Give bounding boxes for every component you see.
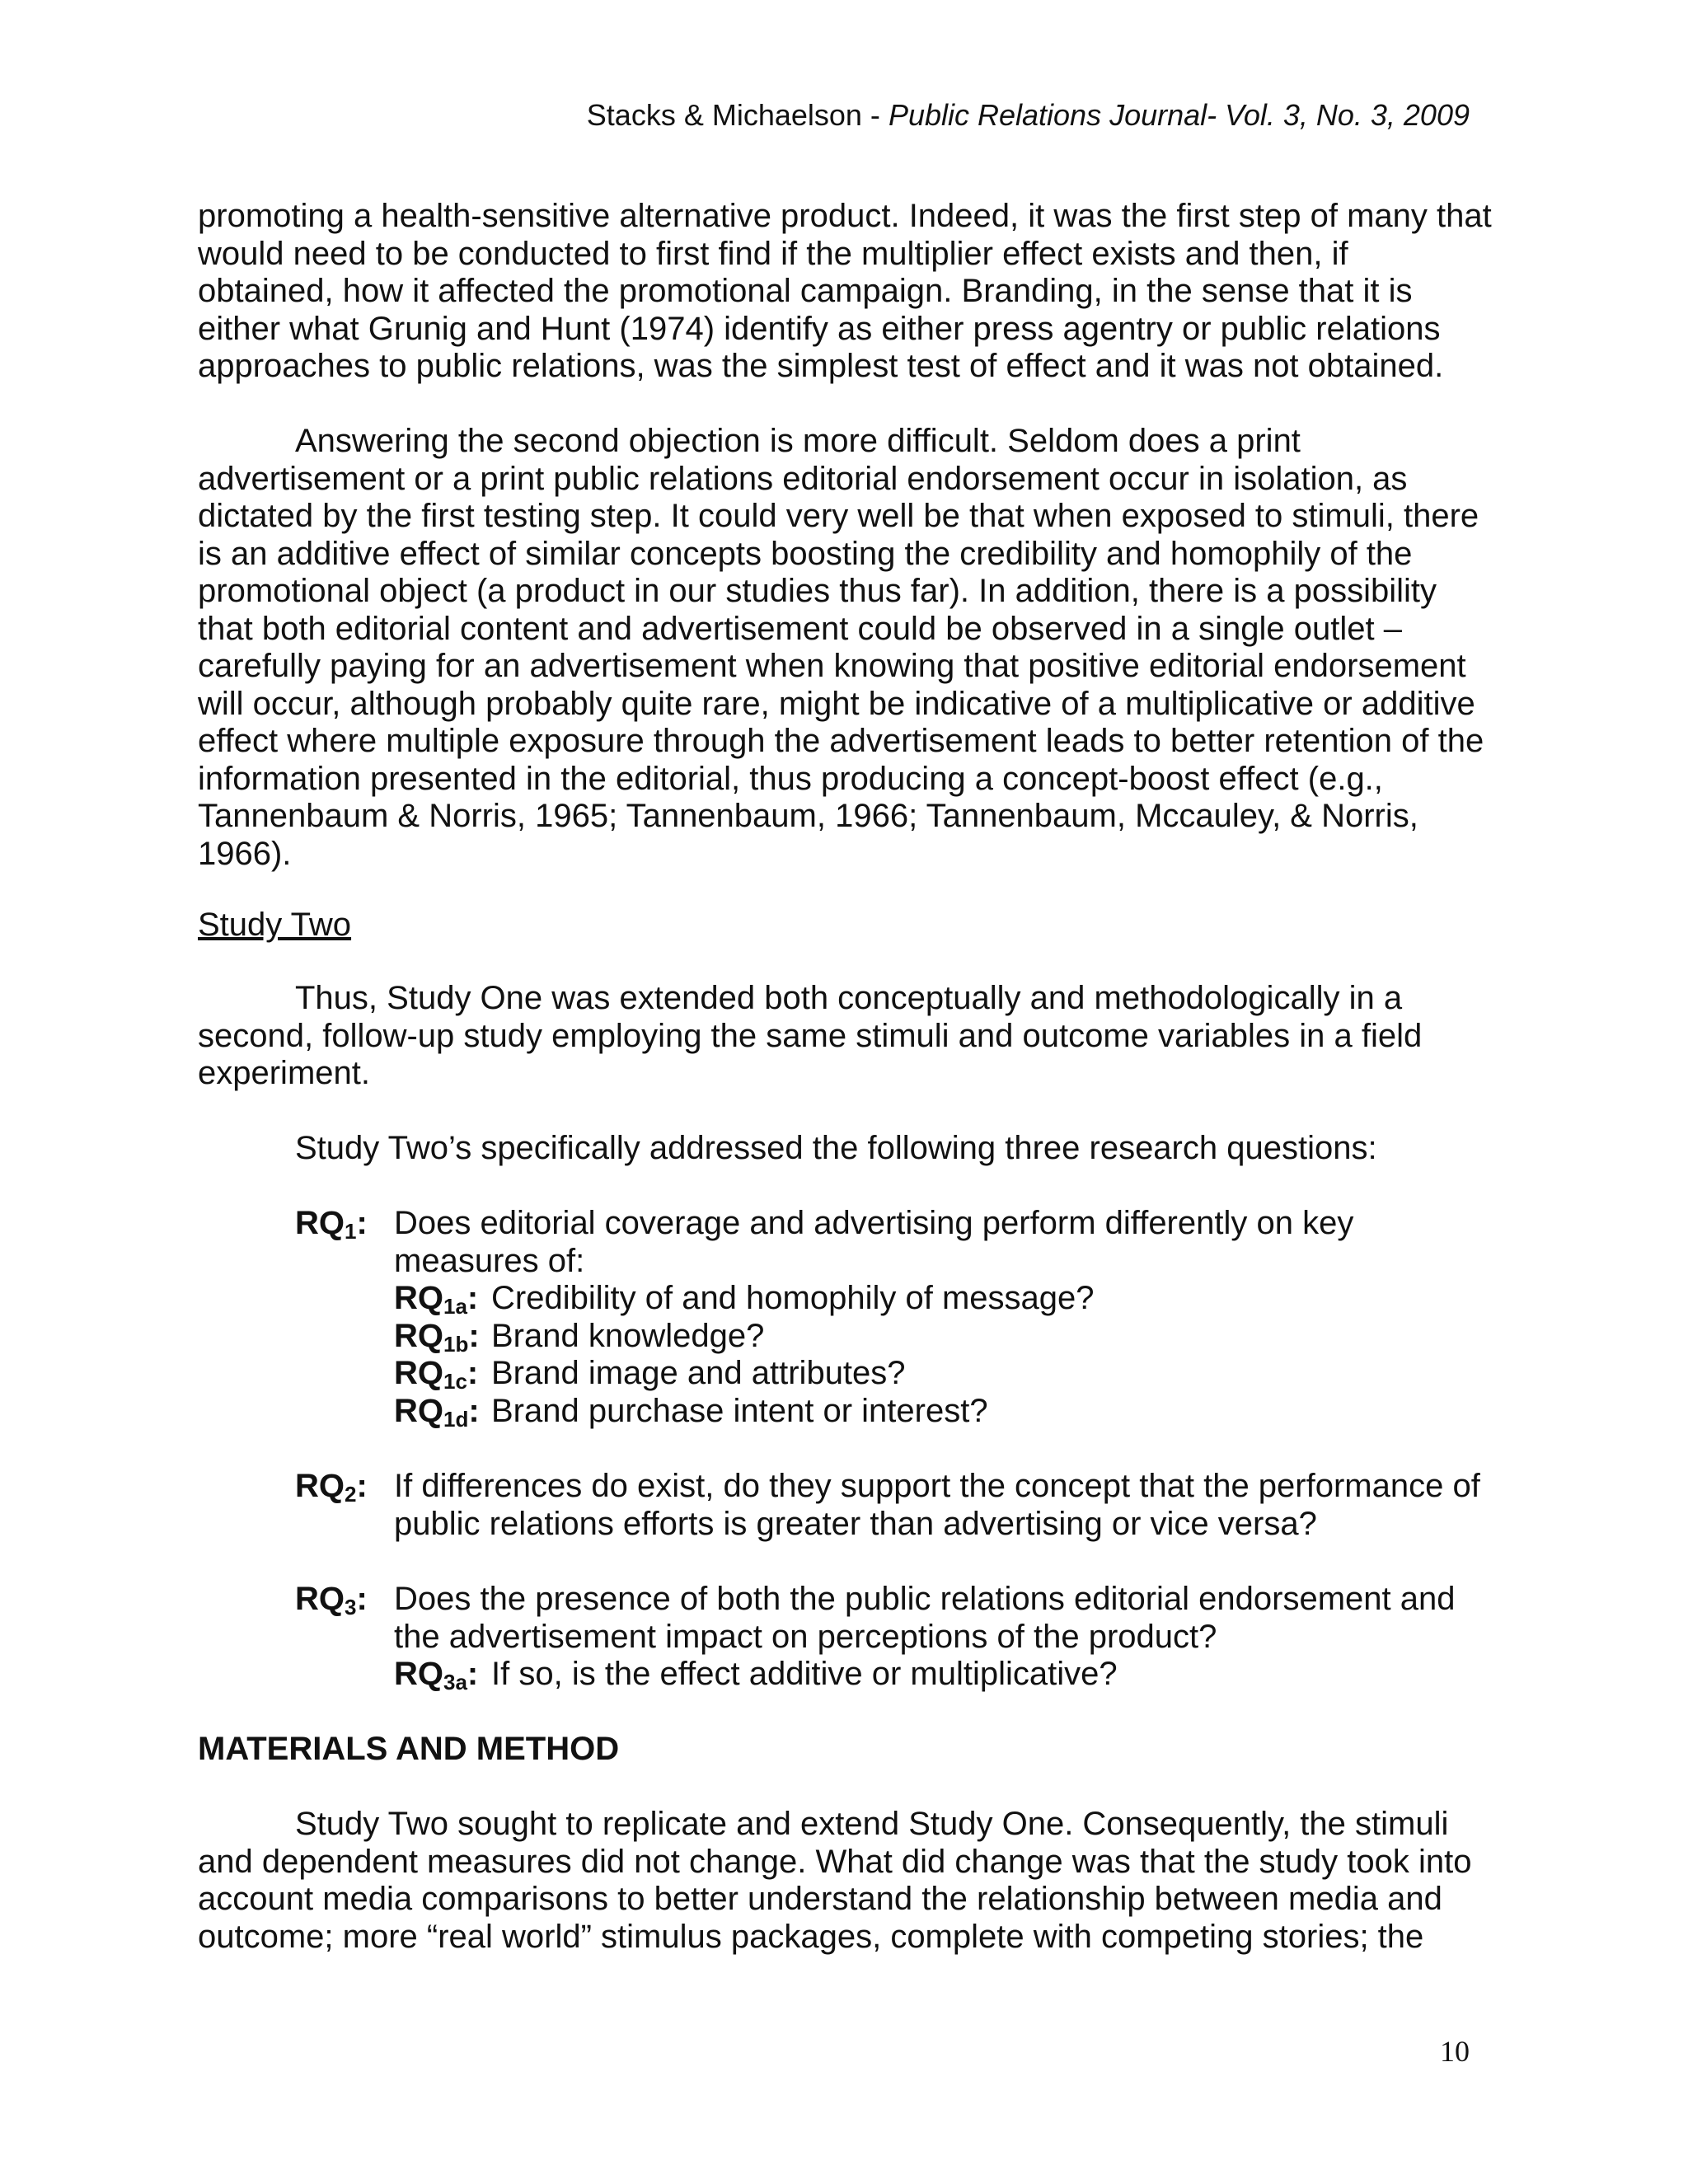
- paragraph-2: Answering the second objection is more difficult. Seldom does a print advertisement or a print public relations editorial endorsement occur in isolation, as dictated by the first testing step. It could very well be that when exposed to stimuli, there is an additive effect of similar concepts boosting the credibility and homophily of the promotional object (a product in our studies thus far). In addition, there is a possibility that both editorial content and advertisement could be observed in a single outlet – carefully paying for an advertisement when knowing that positive editorial endorsement will occur, although probably quite rare, might be indicative of a multiplicative or additive effect where multiple exposure through the advertisement leads to better retention of the information presented in the editorial, thus producing a concept-boost effect (e.g., Tannenbaum & Norris, 1965; Tannenbaum, 1966; Tannenbaum, Mccauley, & Norris, 1966).: [198, 423, 1484, 872]
- sub-question-1d: [394, 1393, 1498, 1431]
- rq-text: If differences do exist, do they support the concept that the performance of public relations efforts is greater than advertising or vice versa?: [394, 1468, 1480, 1542]
- paragraph-4: Study Two’s specifically addressed the following three research questions:: [295, 1130, 1377, 1166]
- paragraph-5: Study Two sought to replicate and extend Study One. Consequently, the stimuli and dependent measures did not change. What did change was that the study took into account media comparisons to better understand the relationship between media and outcome; more “real world” stimulus packages, complete with competing stories; the: [198, 1806, 1472, 1955]
- section-heading-materials-method: MATERIALS AND METHOD: [198, 1731, 620, 1767]
- header-authors: Stacks & Michaelson -: [586, 98, 880, 132]
- paragraph-3: Thus, Study One was extended both conceptually and methodologically in a second, follow-up study employing the same stimuli and outcome variables in a field experiment.: [198, 980, 1423, 1091]
- header-journal: Public Relations Journal- Vol. 3, No. 3, 2009: [888, 98, 1470, 132]
- rq-sub-text: Brand purchase intent or interest?: [491, 1392, 988, 1429]
- rq-sub-label: $RQ_{1a}$:: [394, 1280, 479, 1319]
- rq-sub-label: $RQ_{3a}$:: [394, 1656, 479, 1694]
- paragraph-1: promoting a health-sensitive alternative product. Indeed, it was the first step of many that would need to be conducted to first find if the multiplier effect exists and then, if obtained, how it affected the promotional campaign. Branding, in the sense that it is either what Grunig and Hunt (1974) identify as either press agentry or public relations approaches to public relations, was the simplest test of effect and it was not obtained.: [198, 198, 1492, 384]
- rq-label: $RQ_3$:: [295, 1581, 368, 1619]
- sub-question-1c: [394, 1355, 1498, 1393]
- rq-sub-text: If so, is the effect additive or multiplicative?: [491, 1656, 1118, 1692]
- research-question-1: [295, 1205, 1498, 1430]
- rq-sub-text: Brand image and attributes?: [491, 1355, 906, 1391]
- sub-question-3a: [394, 1656, 1498, 1694]
- rq-text: Does the presence of both the public relations editorial endorsement and the advertisement impact on perceptions of the product?: [394, 1581, 1456, 1655]
- running-header: [587, 98, 1470, 133]
- rq-sub-label: $RQ_{1c}$:: [394, 1355, 479, 1394]
- research-question-2: [295, 1468, 1498, 1543]
- rq-sub-label: $RQ_{1b}$:: [394, 1317, 480, 1357]
- research-question-3: [295, 1581, 1498, 1694]
- rq-text: Does editorial coverage and advertising perform differently on key measures of:: [394, 1205, 1354, 1279]
- rq-label: $RQ_2$:: [295, 1468, 368, 1507]
- sub-question-1a: [394, 1280, 1498, 1318]
- rq-label: $RQ_1$:: [295, 1205, 368, 1244]
- subheading-study-two: Study Two: [198, 907, 352, 943]
- page-number: 10: [1440, 2035, 1470, 2068]
- sub-question-1b: [394, 1318, 1498, 1356]
- rq-sub-text: Credibility of and homophily of message?: [491, 1280, 1095, 1316]
- rq-sub-text: Brand knowledge?: [491, 1317, 765, 1354]
- rq-sub-label: $RQ_{1d}$:: [394, 1392, 480, 1432]
